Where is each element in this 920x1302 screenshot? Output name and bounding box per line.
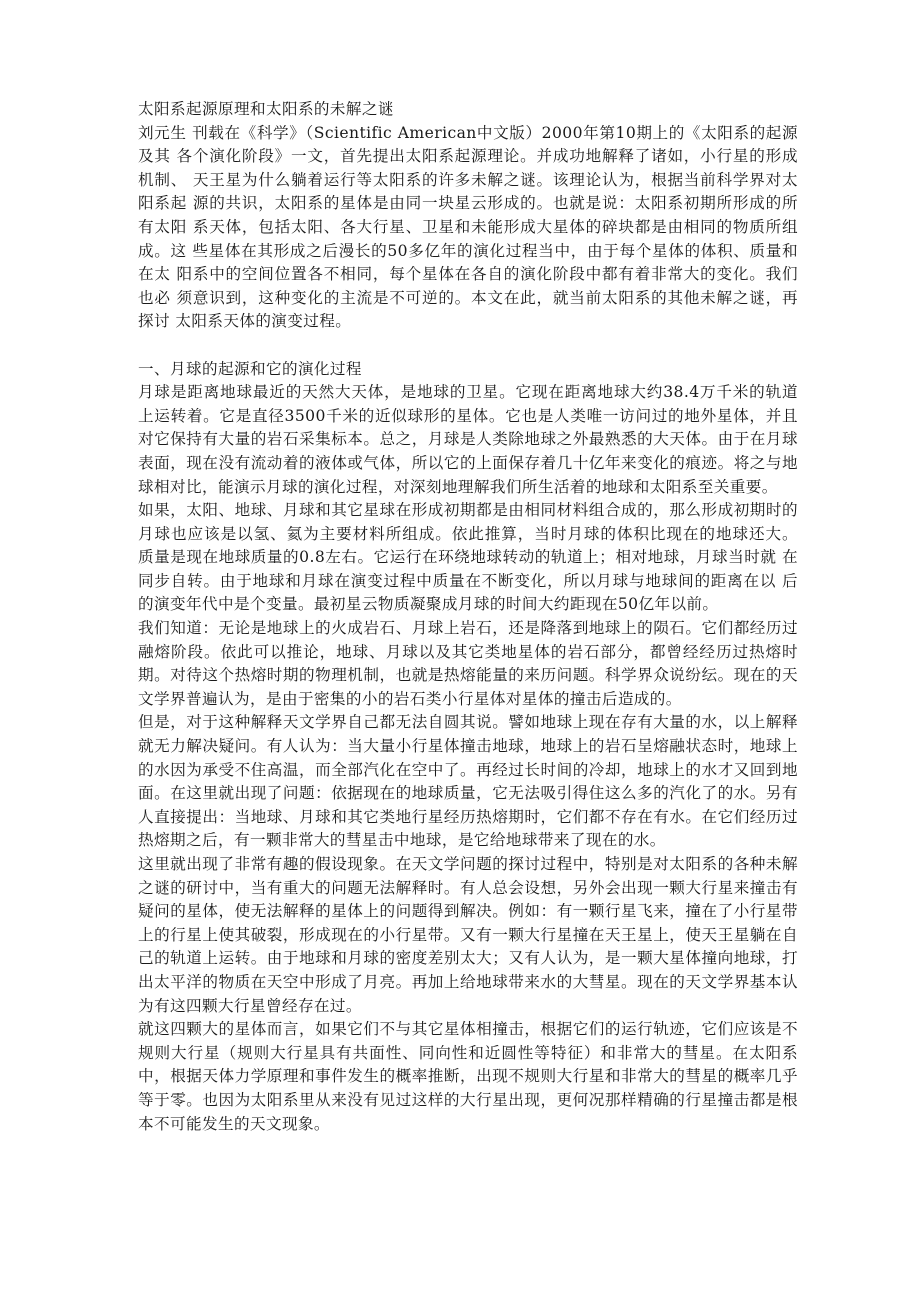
document-page (138, 98, 798, 1136)
body-paragraph: 如果，太阳、地球、月球和其它星球在形成初期都是由相同材料组合成的，那么形成初期时的月球也应该是以氢、氦为主要材料所组成。依此推算，当时月球的体积比现在的地球还大。 质量是现在地球质量的0.8左右。它运行在环绕地球转动的轨道上；相对地球，月球当时就 在同步自转。由于地球和月球在演变过程中质量在不断变化，所以月球与地球间的距离在以 后的演变年代中是个变量。最初星云物质凝聚成月球的时间大约距现在50亿年以前。 (138, 501, 798, 614)
document-title: 太阳系起源原理和太阳系的未解之谜 (138, 100, 394, 118)
body-paragraph: 这里就出现了非常有趣的假设现象。在天文学问题的探讨过程中，特别是对太阳系的各种未解之谜的研讨中，当有重大的问题无法解释时。有人总会设想，另外会出现一颗大行星来撞击有疑问的星体，使无法解释的星体上的问题得到解决。例如：有一颗行星飞来，撞在了小行星带上的行星上使其破裂，形成现在的小行星带。又有一颗大行星撞在天王星上，使天王星躺在自己的轨道上运转。由于地球和月球的密度差别太大；又有人认为，是一颗大星体撞向地球，打出太平洋的物质在天空中形成了月亮。再加上给地球带来水的大彗星。现在的天文学界基本认为有这四颗大行星曾经存在过。 (138, 855, 798, 1015)
section-spacer (138, 334, 798, 358)
section-heading: 一、月球的起源和它的演化过程 (138, 359, 362, 378)
body-paragraph: 我们知道：无论是地球上的火成岩石、月球上岩石，还是降落到地球上的陨石。它们都经历过融熔阶段。依此可以推论，地球、月球以及其它类地星体的岩石部分，都曾经经历过热熔时期。对待这个热熔时期的物理机制，也就是热熔能量的来历问题。科学界众说纷纭。现在的天文学界普遍认为，是由于密集的小的岩石类小行星体对星体的撞击后造成的。 (138, 619, 798, 708)
intro-paragraph: 刘元生 刊载在《科学》（Scientific American中文版）2000年第10期上的《太阳系的起源及其 各个演化阶段》一文，首先提出太阳系起源理论。并成功地解释了诸如，小行星的形成机制、 天王星为什么躺着运行等太阳系的许多未解之谜。该理论认为，根据当前科学界对太阳系起 源的共识，太阳系的星体是由同一块星云形成的。也就是说：太阳系初期所形成的所有太阳 系天体，包括太阳、各大行星、卫星和未能形成大星体的碎块都是由相同的物质所组成。这 些星体在其形成之后漫长的50多亿年的演化过程当中，由于每个星体的体积、质量和在太 阳系中的空间位置各不相同，每个星体在各自的演化阶段中都有着非常大的变化。我们也必 须意识到，这种变化的主流是不可逆的。本文在此，就当前太阳系的其他未解之谜，再探讨 太阳系天体的演变过程。 (138, 123, 798, 331)
body-paragraph: 就这四颗大的星体而言，如果它们不与其它星体相撞击，根据它们的运行轨迹，它们应该是不规则大行星（规则大行星具有共面性、同向性和近圆性等特征）和非常大的彗星。在太阳系中，根据天体力学原理和事件发生的概率推断，出现不规则大行星和非常大的彗星的概率几乎等于零。也因为太阳系里从来没有见过这样的大行星出现，更何况那样精确的行星撞击都是根本不可能发生的天文现象。 (138, 1020, 798, 1133)
body-paragraph: 月球是距离地球最近的天然大天体，是地球的卫星。它现在距离地球大约38.4万千米的轨道上运转着。它是直径3500千米的近似球形的星体。它也是人类唯一访问过的地外星体，并且对它保持有大量的岩石采集标本。总之，月球是人类除地球之外最熟悉的大天体。由于在月球表面，现在没有流动着的液体或气体，所以它的上面保存着几十亿年来变化的痕迹。将之与地球相对比，能演示月球的演化过程，对深刻地理解我们所生活着的地球和太阳系至关重要。 (138, 383, 798, 496)
body-paragraph: 但是，对于这种解释天文学界自己都无法自圆其说。譬如地球上现在存有大量的水，以上解释就无力解决疑问。有人认为：当大量小行星体撞击地球，地球上的岩石呈熔融状态时，地球上的水因为承受不住高温，而全部汽化在空中了。再经过长时间的冷却，地球上的水才又回到地面。在这里就出现了问题：依据现在的地球质量，它无法吸引得住这么多的汽化了的水。另有人直接提出：当地球、月球和其它类地行星经历热熔期时，它们都不存在有水。在它们经历过热熔期之后，有一颗非常大的彗星击中地球，是它给地球带来了现在的水。 (138, 713, 798, 850)
